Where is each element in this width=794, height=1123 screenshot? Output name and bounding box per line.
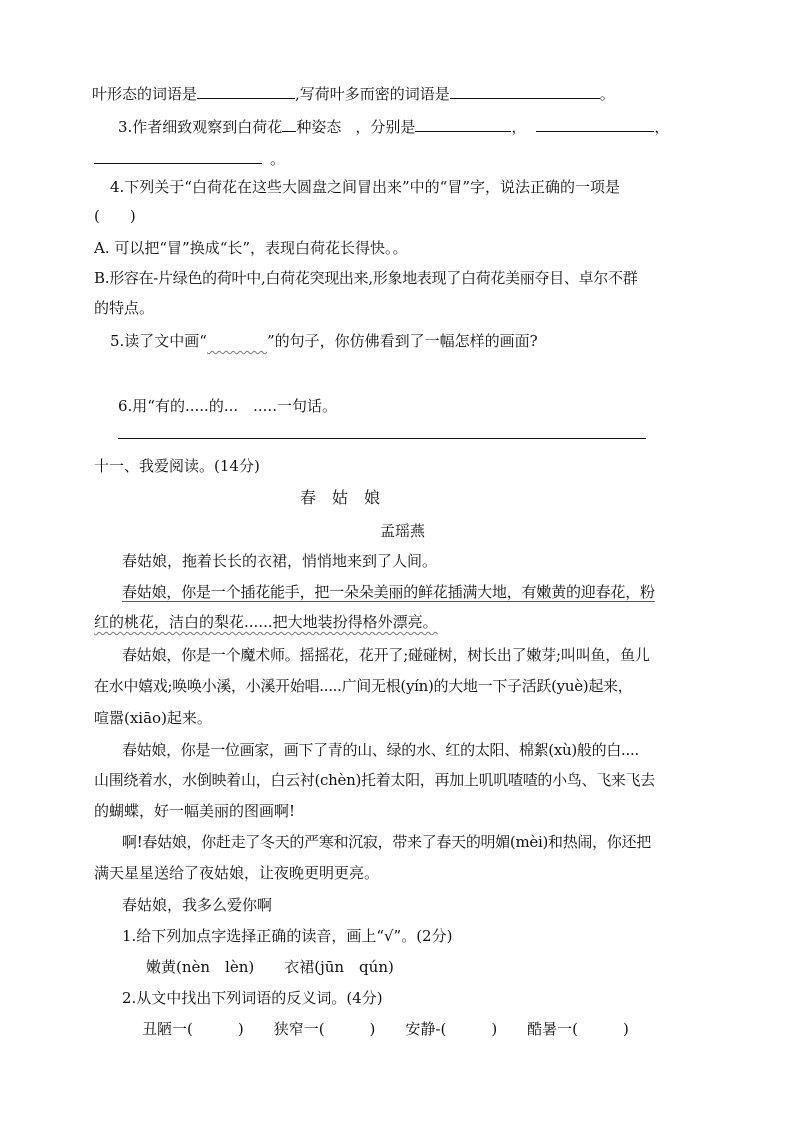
section-heading: 十一、我爱阅读。(14分) — [94, 457, 260, 475]
wavy-underlined-sentence: 红的桃花，洁白的梨花......把大地装扮得格外漂亮。 — [94, 613, 438, 631]
passage-paragraph-3-line2: 在水中嬉戏;唤唤小溪，小溪开始唱.....广间无根(yín)的大地一下子活跃(yuè)起来， — [94, 677, 633, 695]
q4-option-b-line2: 的特点。 — [94, 299, 155, 317]
q3-text-b: 种姿态 — [296, 118, 342, 136]
answer-blank[interactable] — [450, 82, 600, 99]
passage-paragraph-4-line3: 的蝴蝶，好一幅美丽的图画啊! — [94, 802, 296, 820]
q3-end: 。 — [270, 150, 286, 168]
passage-paragraph-2-line2 — [94, 612, 438, 632]
q3-comma: ， — [511, 118, 527, 136]
wavy-underline-sample — [207, 332, 267, 350]
passage-paragraph-1: 春姑娘，拖着长长的衣裙，悄悄地来到了人间。 — [122, 552, 438, 570]
q6-line: 6.用“有的.....的... .....一句话。 — [118, 397, 337, 415]
answer-blank[interactable] — [94, 147, 262, 164]
passage-paragraph-3-line3: 喧嚣(xiāo)起来。 — [94, 709, 212, 727]
q4-stem: 4.下列关于“白荷花在这些大圆盘之间冒出来”中的“冒”字，说法正确的一项是 — [110, 178, 620, 196]
q5-text-b: ”的句子，你仿佛看到了一幅怎样的画面? — [267, 332, 538, 350]
answer-blank[interactable] — [536, 115, 654, 132]
passage-title: 春 姑 娘 — [300, 488, 381, 507]
passage-paragraph-5-line1: 啊!春姑娘，你赶走了冬天的严寒和沉寂，带来了春天的明媚(mèi)和热闹，你还把 — [122, 833, 651, 851]
q3-line1 — [118, 115, 669, 137]
passage-author: 孟瑶燕 — [380, 522, 426, 540]
q6-answer-line[interactable] — [118, 438, 646, 439]
q-prev-text-b: ,写荷叶多而密的词语是 — [295, 85, 450, 103]
q4-option-a: A. 可以把“冒”换成“长”，表现白荷花长得快。。 — [94, 239, 408, 257]
q5-line — [110, 331, 538, 351]
q3-text-c: ，分别是 — [355, 118, 416, 136]
q3-line2 — [94, 147, 285, 169]
passage-paragraph-5-line2: 满天星星送给了夜姑娘，让夜晚更明更亮。 — [94, 864, 380, 882]
q3-comma: ， — [654, 118, 670, 136]
q4-option-b-line1: B.形容在-片绿色的荷叶中,白荷花突现出来,形象地表现了白荷花美丽夺目、卓尔不群 — [94, 269, 638, 287]
passage-paragraph-6: 春姑娘，我多么爱你啊 — [122, 896, 273, 914]
q4-paren[interactable]: ( ) — [94, 207, 136, 225]
answer-blank[interactable] — [415, 115, 511, 132]
passage-paragraph-3-line1: 春姑娘，你是一个魔术师。摇摇花，花开了;碰碰树，树长出了嫩芽;叫叫鱼，鱼儿 — [122, 646, 650, 664]
passage-paragraph-4-line2: 山围绕着水，水倒映着山，白云衬(chèn)托着太阳，再加上叽叽喳喳的小鸟、飞来飞去 — [94, 771, 656, 789]
passage-paragraph-4-line1: 春姑娘，你是一位画家，画下了青的山、绿的水、红的太阳、棉絮(xù)般的白.... — [122, 741, 639, 759]
exercise-1-items[interactable]: 嫩黄(nèn lèn) 衣裙(jūn qún) — [146, 958, 394, 976]
q-prev-line — [92, 82, 615, 104]
q-prev-text-a: 叶形态的词语是 — [92, 85, 198, 103]
exercise-1-stem: 1.给下列加点字选择正确的读音，画上“√”。(2分) — [122, 927, 453, 945]
passage-paragraph-2-line1: 春姑娘，你是一个插花能手，把一朵朵美丽的鲜花插满大地，有嫩黄的迎春花，粉 — [122, 583, 655, 601]
answer-blank[interactable] — [282, 115, 296, 132]
q3-text-a: 3.作者细致观察到白荷花 — [118, 118, 283, 136]
q-prev-end: 。 — [599, 85, 615, 103]
exercise-2-stem: 2.从文中找出下列词语的反义词。(4分) — [122, 989, 383, 1007]
exercise-2-items[interactable]: 丑陋一( ) 狭窄一( ) 安静-( ) 酷暑一( ) — [142, 1020, 629, 1038]
q5-text-a: 5.读了文中画“ — [110, 332, 207, 350]
answer-blank[interactable] — [197, 82, 295, 99]
